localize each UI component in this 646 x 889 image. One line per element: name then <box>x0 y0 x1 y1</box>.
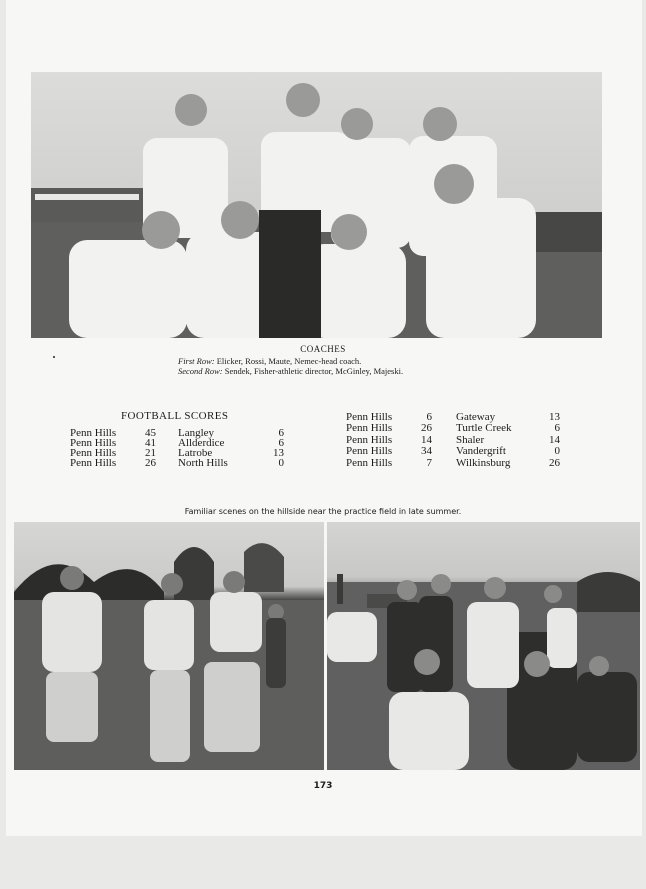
coaches-photo <box>31 72 602 338</box>
team-score: 26 <box>145 457 156 469</box>
team-score: 21 <box>145 447 156 459</box>
football-scores-title: FOOTBALL SCORES <box>121 410 229 422</box>
opponent-score: 13 <box>549 411 560 423</box>
opponent-score: 0 <box>278 457 284 469</box>
opponent-name: North Hills <box>178 457 228 469</box>
coaches-first-row <box>178 356 361 366</box>
opponent-name: Latrobe <box>178 447 213 459</box>
practice-photo-left <box>14 522 324 770</box>
second-row-names: Sendek, Fisher-athletic director, McGinley, Majeski. <box>224 366 404 376</box>
opponent-score: 13 <box>273 447 284 459</box>
team-name: Penn Hills <box>70 457 117 469</box>
opponent-score: 6 <box>278 437 284 449</box>
team-name: Penn Hills <box>346 411 393 423</box>
team-name: Penn Hills <box>346 457 393 469</box>
team-score: 41 <box>145 437 156 449</box>
opponent-score: 26 <box>549 457 560 469</box>
team-name: Penn Hills <box>70 427 117 439</box>
opponent-name: Turtle Creek <box>456 422 512 434</box>
opponent-score: 14 <box>549 434 560 446</box>
team-score: 26 <box>421 422 432 434</box>
opponent-score: 6 <box>278 427 284 439</box>
second-row-label: Second Row: <box>178 366 223 376</box>
coaches-second-row <box>178 366 403 376</box>
scenes-caption: Familiar scenes on the hillside near the practice field in late summer. <box>184 507 462 516</box>
opponent-name: Wilkinsburg <box>456 457 511 469</box>
team-name: Penn Hills <box>70 447 117 459</box>
practice-photo-right <box>327 522 640 770</box>
opponent-name: Gateway <box>456 411 496 423</box>
team-score: 14 <box>421 434 432 446</box>
score-row <box>346 445 566 457</box>
opponent-name: Allderdice <box>178 437 225 449</box>
coaches-title: COACHES <box>300 344 346 354</box>
score-row <box>346 457 566 469</box>
opponent-score: 0 <box>554 445 560 457</box>
score-row <box>346 422 566 434</box>
team-name: Penn Hills <box>346 445 393 457</box>
team-score: 34 <box>421 445 432 457</box>
opponent-score: 6 <box>554 422 560 434</box>
team-score: 7 <box>426 457 432 469</box>
team-score: 45 <box>145 427 156 439</box>
team-name: Penn Hills <box>70 437 117 449</box>
opponent-name: Vandergrift <box>456 445 506 457</box>
page-speck <box>53 356 55 358</box>
team-name: Penn Hills <box>346 434 393 446</box>
page-number: 173 <box>313 781 333 791</box>
team-score: 6 <box>426 411 432 423</box>
score-row <box>70 457 290 469</box>
team-name: Penn Hills <box>346 422 393 434</box>
opponent-name: Shaler <box>456 434 485 446</box>
opponent-name: Langley <box>178 427 215 439</box>
first-row-names: Elicker, Rossi, Maute, Nemec-head coach. <box>216 356 362 366</box>
first-row-label: First Row: <box>178 356 215 366</box>
